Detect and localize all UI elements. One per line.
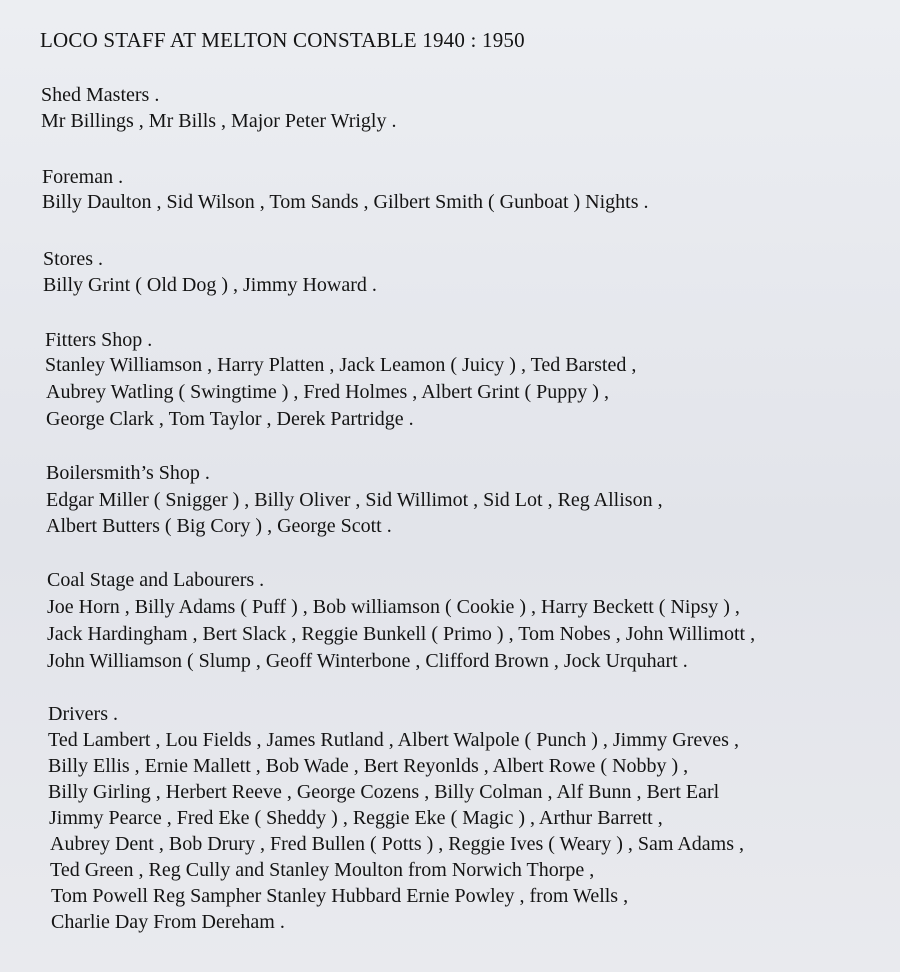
section-heading: Shed Masters .: [41, 84, 160, 106]
staff-line: Billy Ellis , Ernie Mallett , Bob Wade , Bert Reyonlds , Albert Rowe ( Nobby ) ,: [48, 755, 689, 777]
document-title: LOCO STAFF AT MELTON CONSTABLE 1940 : 1950: [40, 28, 525, 52]
staff-line: Albert Butters ( Big Cory ) , George Scott .: [46, 515, 392, 537]
staff-line: Edgar Miller ( Snigger ) , Billy Oliver , Sid Willimot , Sid Lot , Reg Allison ,: [46, 489, 663, 511]
staff-line: George Clark , Tom Taylor , Derek Partridge .: [46, 408, 414, 430]
staff-line: Jack Hardingham , Bert Slack , Reggie Bunkell ( Primo ) , Tom Nobes , John Willimott ,: [47, 623, 756, 645]
section-heading: Drivers .: [48, 703, 118, 725]
section-heading: Fitters Shop .: [45, 329, 153, 351]
staff-line: Tom Powell Reg Sampher Stanley Hubbard Ernie Powley , from Wells ,: [51, 885, 629, 907]
section-heading: Coal Stage and Labourers .: [47, 569, 265, 591]
section-heading: Foreman .: [42, 166, 124, 188]
section-heading: Boilersmith’s Shop .: [46, 462, 210, 484]
staff-line: Charlie Day From Dereham .: [51, 911, 285, 933]
staff-line: Aubrey Dent , Bob Drury , Fred Bullen ( Potts ) , Reggie Ives ( Weary ) , Sam Adams ,: [50, 833, 745, 855]
section-heading: Stores .: [43, 248, 103, 270]
staff-line: Ted Green , Reg Cully and Stanley Moulton from Norwich Thorpe ,: [50, 859, 595, 881]
staff-line: Aubrey Watling ( Swingtime ) , Fred Holmes , Albert Grint ( Puppy ) ,: [46, 381, 609, 403]
staff-line: Stanley Williamson , Harry Platten , Jack Leamon ( Juicy ) , Ted Barsted ,: [45, 354, 637, 376]
staff-line: Joe Horn , Billy Adams ( Puff ) , Bob williamson ( Cookie ) , Harry Beckett ( Nipsy ) ,: [47, 596, 740, 618]
staff-line: Billy Grint ( Old Dog ) , Jimmy Howard .: [43, 274, 377, 296]
staff-line: John Williamson ( Slump , Geoff Winterbone , Clifford Brown , Jock Urquhart .: [47, 650, 688, 672]
staff-line: Billy Girling , Herbert Reeve , George Cozens , Billy Colman , Alf Bunn , Bert Earl: [48, 781, 720, 803]
staff-line: Mr Billings , Mr Bills , Major Peter Wrigly .: [41, 110, 397, 132]
staff-line: Jimmy Pearce , Fred Eke ( Sheddy ) , Reggie Eke ( Magic ) , Arthur Barrett ,: [49, 807, 663, 829]
staff-line: Ted Lambert , Lou Fields , James Rutland , Albert Walpole ( Punch ) , Jimmy Greves ,: [48, 729, 739, 751]
staff-line: Billy Daulton , Sid Wilson , Tom Sands , Gilbert Smith ( Gunboat ) Nights .: [42, 191, 649, 213]
